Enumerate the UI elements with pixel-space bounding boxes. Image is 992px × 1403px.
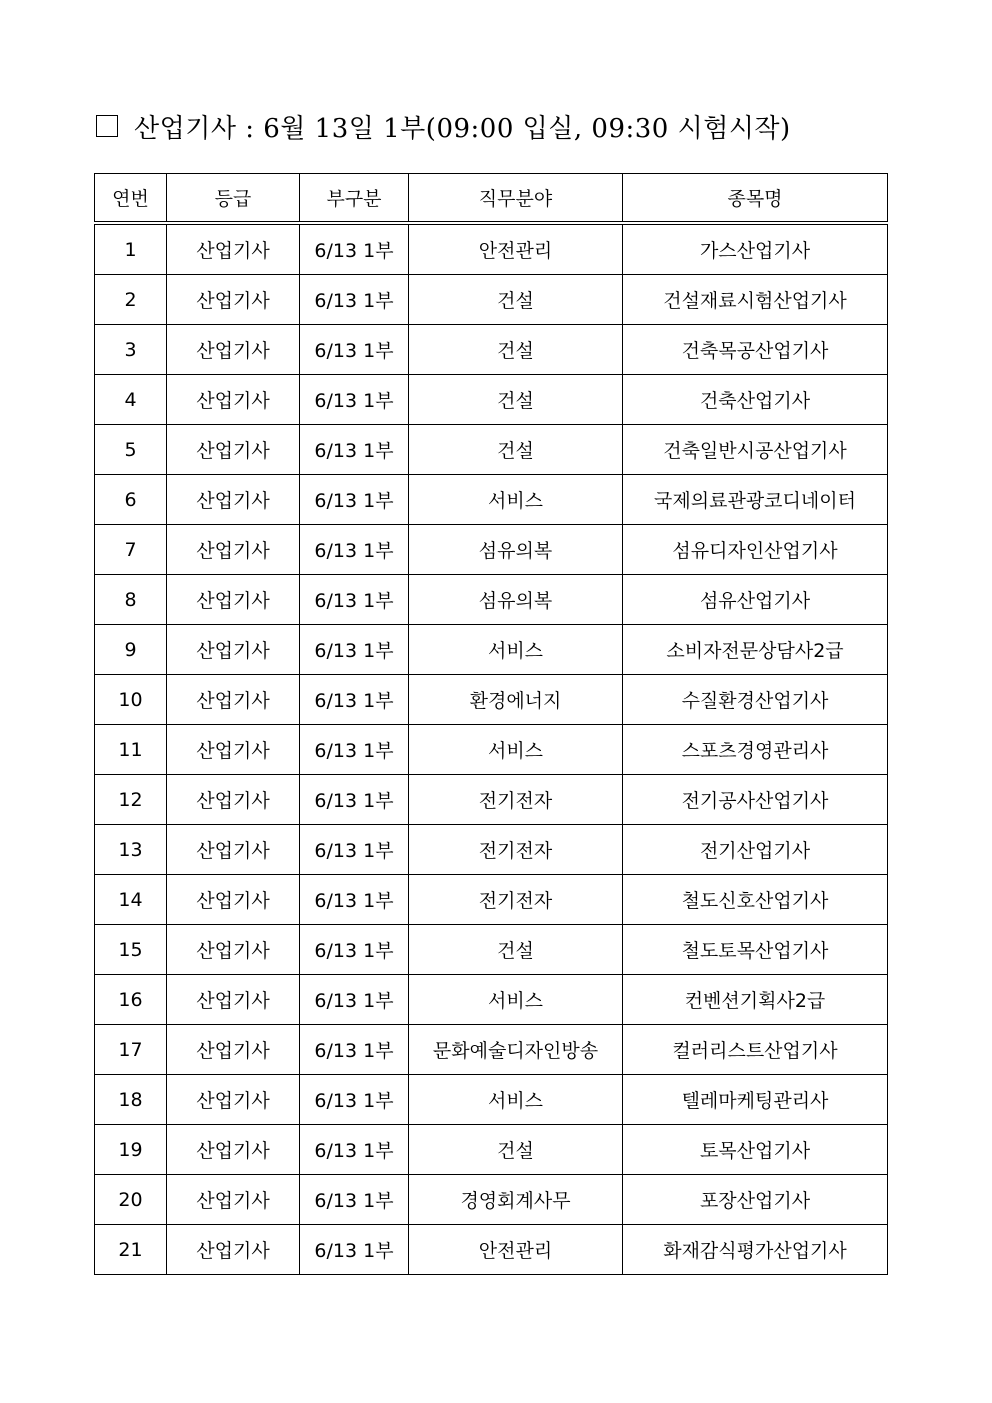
cell-number: 1 [95,223,167,275]
cell-field: 섬유의복 [409,575,623,625]
cell-number: 7 [95,525,167,575]
cell-field: 서비스 [409,1075,623,1125]
cell-field: 서비스 [409,975,623,1025]
table-row [95,625,888,675]
cell-session: 6/13 1부 [300,825,409,875]
cell-field: 건설 [409,425,623,475]
cell-subject: 화재감식평가산업기사 [623,1225,888,1275]
cell-grade: 산업기사 [167,625,300,675]
table-row [95,925,888,975]
cell-field: 서비스 [409,725,623,775]
cell-session: 6/13 1부 [300,575,409,625]
table-row [95,725,888,775]
cell-session: 6/13 1부 [300,223,409,275]
cell-number: 13 [95,825,167,875]
table-row [95,975,888,1025]
cell-grade: 산업기사 [167,275,300,325]
cell-grade: 산업기사 [167,675,300,725]
cell-grade: 산업기사 [167,975,300,1025]
cell-grade: 산업기사 [167,1025,300,1075]
cell-session: 6/13 1부 [300,1125,409,1175]
cell-number: 3 [95,325,167,375]
header-session: 부구분 [300,174,409,224]
cell-field: 건설 [409,1125,623,1175]
table-row [95,825,888,875]
cell-grade: 산업기사 [167,1125,300,1175]
cell-grade: 산업기사 [167,425,300,475]
cell-subject: 포장산업기사 [623,1175,888,1225]
cell-grade: 산업기사 [167,475,300,525]
cell-subject: 철도신호산업기사 [623,875,888,925]
cell-grade: 산업기사 [167,375,300,425]
cell-session: 6/13 1부 [300,925,409,975]
cell-session: 6/13 1부 [300,1225,409,1275]
cell-subject: 텔레마케팅관리사 [623,1075,888,1125]
cell-number: 8 [95,575,167,625]
cell-session: 6/13 1부 [300,275,409,325]
cell-field: 건설 [409,925,623,975]
cell-subject: 건설재료시험산업기사 [623,275,888,325]
cell-number: 14 [95,875,167,925]
cell-field: 전기전자 [409,825,623,875]
cell-subject: 국제의료관광코디네이터 [623,475,888,525]
cell-number: 19 [95,1125,167,1175]
cell-subject: 철도토목산업기사 [623,925,888,975]
checkbox-icon [96,115,118,137]
cell-number: 11 [95,725,167,775]
cell-number: 2 [95,275,167,325]
cell-field: 건설 [409,325,623,375]
cell-field: 서비스 [409,475,623,525]
cell-field: 경영회계사무 [409,1175,623,1225]
cell-grade: 산업기사 [167,925,300,975]
cell-number: 15 [95,925,167,975]
header-grade: 등급 [167,174,300,224]
cell-field: 안전관리 [409,1225,623,1275]
cell-grade: 산업기사 [167,1075,300,1125]
cell-session: 6/13 1부 [300,1025,409,1075]
cell-subject: 수질환경산업기사 [623,675,888,725]
cell-subject: 컨벤션기획사2급 [623,975,888,1025]
cell-grade: 산업기사 [167,1175,300,1225]
cell-number: 18 [95,1075,167,1125]
cell-subject: 컬러리스트산업기사 [623,1025,888,1075]
cell-session: 6/13 1부 [300,975,409,1025]
table-row [95,275,888,325]
cell-number: 5 [95,425,167,475]
cell-field: 문화예술디자인방송 [409,1025,623,1075]
cell-number: 20 [95,1175,167,1225]
cell-field: 안전관리 [409,223,623,275]
header-row [95,174,888,224]
cell-session: 6/13 1부 [300,325,409,375]
cell-field: 전기전자 [409,775,623,825]
table-row [95,325,888,375]
cell-number: 6 [95,475,167,525]
cell-field: 서비스 [409,625,623,675]
title-text: 산업기사 : 6월 13일 1부(09:00 입실, 09:30 시험시작) [134,113,791,144]
cell-session: 6/13 1부 [300,475,409,525]
exam-schedule-table [94,173,888,1275]
cell-grade: 산업기사 [167,525,300,575]
table-body [95,223,888,1275]
cell-grade: 산업기사 [167,725,300,775]
cell-number: 16 [95,975,167,1025]
cell-field: 섬유의복 [409,525,623,575]
cell-grade: 산업기사 [167,825,300,875]
cell-session: 6/13 1부 [300,625,409,675]
cell-session: 6/13 1부 [300,525,409,575]
cell-number: 21 [95,1225,167,1275]
table-row [95,1175,888,1225]
cell-subject: 소비자전문상담사2급 [623,625,888,675]
cell-grade: 산업기사 [167,325,300,375]
cell-subject: 전기공사산업기사 [623,775,888,825]
cell-subject: 전기산업기사 [623,825,888,875]
cell-subject: 섬유디자인산업기사 [623,525,888,575]
table-row [95,675,888,725]
cell-session: 6/13 1부 [300,375,409,425]
cell-field: 전기전자 [409,875,623,925]
cell-subject: 건축산업기사 [623,375,888,425]
cell-field: 환경에너지 [409,675,623,725]
table-row [95,375,888,425]
table-row [95,1125,888,1175]
header-subject: 종목명 [623,174,888,224]
table-row [95,1025,888,1075]
cell-subject: 섬유산업기사 [623,575,888,625]
cell-grade: 산업기사 [167,775,300,825]
cell-subject: 토목산업기사 [623,1125,888,1175]
cell-number: 10 [95,675,167,725]
cell-subject: 스포츠경영관리사 [623,725,888,775]
document-title [96,106,791,146]
cell-session: 6/13 1부 [300,875,409,925]
header-number: 연번 [95,174,167,224]
cell-field: 건설 [409,375,623,425]
header-field: 직무분야 [409,174,623,224]
cell-number: 17 [95,1025,167,1075]
cell-session: 6/13 1부 [300,1175,409,1225]
cell-grade: 산업기사 [167,575,300,625]
table-row [95,575,888,625]
table-row [95,1225,888,1275]
cell-number: 9 [95,625,167,675]
cell-session: 6/13 1부 [300,775,409,825]
table-row [95,775,888,825]
table-row [95,525,888,575]
table-row [95,1075,888,1125]
cell-session: 6/13 1부 [300,1075,409,1125]
table-row [95,875,888,925]
cell-session: 6/13 1부 [300,725,409,775]
cell-session: 6/13 1부 [300,675,409,725]
cell-subject: 건축일반시공산업기사 [623,425,888,475]
cell-grade: 산업기사 [167,223,300,275]
cell-field: 건설 [409,275,623,325]
cell-number: 4 [95,375,167,425]
cell-grade: 산업기사 [167,875,300,925]
cell-number: 12 [95,775,167,825]
table-row [95,223,888,275]
cell-subject: 건축목공산업기사 [623,325,888,375]
table-header [95,174,888,224]
table-row [95,425,888,475]
cell-subject: 가스산업기사 [623,223,888,275]
cell-session: 6/13 1부 [300,425,409,475]
table-row [95,475,888,525]
cell-grade: 산업기사 [167,1225,300,1275]
